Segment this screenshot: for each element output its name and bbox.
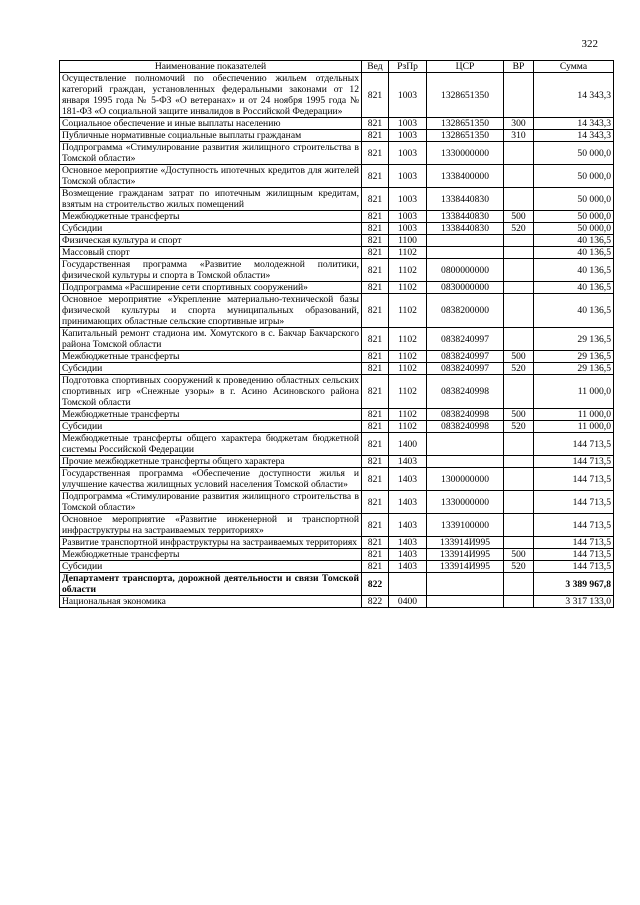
row-rzpr: 1400 [389, 433, 427, 456]
row-name: Основное мероприятие «Укрепление материально-технической базы физической культуры и спорта муниципальных образований, принимающих областные сельские спортивные игры» [60, 294, 362, 328]
table-row [60, 282, 614, 294]
table-row [60, 328, 614, 351]
row-name: Основное мероприятие «Доступность ипотечных кредитов для жителей Томской области» [60, 165, 362, 188]
row-vr [504, 573, 534, 596]
row-sum: 50 000,0 [534, 142, 614, 165]
row-name: Развитие транспортной инфраструктуры на застраиваемых территориях [60, 537, 362, 549]
row-vr [504, 165, 534, 188]
row-rzpr: 1102 [389, 294, 427, 328]
table-row [60, 363, 614, 375]
row-name: Межбюджетные трансферты [60, 409, 362, 421]
page-number: 322 [581, 38, 598, 50]
row-sum: 11 000,0 [534, 375, 614, 409]
row-csr [427, 596, 504, 608]
row-name: Национальная экономика [60, 596, 362, 608]
row-ved: 821 [362, 130, 389, 142]
row-rzpr: 1102 [389, 363, 427, 375]
row-name: Социальное обеспечение и иные выплаты населению [60, 118, 362, 130]
row-csr: 1338440830 [427, 223, 504, 235]
row-name: Подпрограмма «Стимулирование развития жилищного строительства в Томской области» [60, 491, 362, 514]
row-name: Межбюджетные трансферты [60, 351, 362, 363]
row-ved: 821 [362, 351, 389, 363]
row-ved: 821 [362, 375, 389, 409]
row-ved: 821 [362, 73, 389, 118]
row-ved: 822 [362, 596, 389, 608]
row-ved: 821 [362, 142, 389, 165]
row-name: Межбюджетные трансферты общего характера бюджетам бюджетной системы Российской Федерации [60, 433, 362, 456]
row-ved: 821 [362, 491, 389, 514]
row-ved: 821 [362, 421, 389, 433]
table-row [60, 433, 614, 456]
table-row [60, 596, 614, 608]
budget-table [59, 60, 614, 608]
row-ved: 821 [362, 433, 389, 456]
row-sum: 3 389 967,8 [534, 573, 614, 596]
row-name: Субсидии [60, 363, 362, 375]
row-name: Подготовка спортивных сооружений к проведению областных сельских спортивных игр «Снежные узоры» в г. Асино Асиновского района Томской области [60, 375, 362, 409]
header-csr: ЦСР [427, 61, 504, 73]
row-csr: 0838240998 [427, 375, 504, 409]
row-sum: 144 713,5 [534, 468, 614, 491]
row-ved: 821 [362, 328, 389, 351]
row-vr: 500 [504, 409, 534, 421]
row-vr: 500 [504, 549, 534, 561]
row-csr: 1339100000 [427, 514, 504, 537]
row-ved: 821 [362, 561, 389, 573]
row-name: Департамент транспорта, дорожной деятельности и связи Томской области [60, 573, 362, 596]
row-rzpr: 1403 [389, 456, 427, 468]
row-ved: 821 [362, 409, 389, 421]
row-ved: 821 [362, 259, 389, 282]
row-sum: 40 136,5 [534, 282, 614, 294]
header-name: Наименование показателей [60, 61, 362, 73]
row-ved: 822 [362, 573, 389, 596]
table-row [60, 456, 614, 468]
row-name: Подпрограмма «Стимулирование развития жилищного строительства в Томской области» [60, 142, 362, 165]
row-name: Основное мероприятие «Развитие инженерной и транспортной инфраструктуры на застраиваемых территориях» [60, 514, 362, 537]
header-ved: Вед [362, 61, 389, 73]
row-rzpr: 1102 [389, 421, 427, 433]
table-row [60, 259, 614, 282]
row-vr: 520 [504, 363, 534, 375]
row-sum: 144 713,5 [534, 433, 614, 456]
row-csr: 0830000000 [427, 282, 504, 294]
row-csr [427, 573, 504, 596]
row-ved: 821 [362, 235, 389, 247]
row-name: Государственная программа «Обеспечение доступности жилья и улучшение качества жилищных условий населения Томской области» [60, 468, 362, 491]
row-name: Межбюджетные трансферты [60, 549, 362, 561]
row-name: Капитальный ремонт стадиона им. Хомутского в с. Бакчар Бакчарского района Томской области [60, 328, 362, 351]
row-vr: 500 [504, 351, 534, 363]
table-row [60, 573, 614, 596]
row-vr [504, 188, 534, 211]
row-csr: 0800000000 [427, 259, 504, 282]
row-sum: 50 000,0 [534, 188, 614, 211]
row-sum: 11 000,0 [534, 421, 614, 433]
row-name: Физическая культура и спорт [60, 235, 362, 247]
row-rzpr: 1102 [389, 409, 427, 421]
row-sum: 14 343,3 [534, 130, 614, 142]
row-csr: 133914И995 [427, 561, 504, 573]
row-vr [504, 596, 534, 608]
row-name: Осуществление полномочий по обеспечению жильем отдельных категорий граждан, установленных федеральными законами от 12 января 1995 года № 5-ФЗ «О ветеранах» и от 24 ноября 1995 года № 181-ФЗ «О социальной защите инвалидов в Российской Федерации» [60, 73, 362, 118]
row-vr [504, 468, 534, 491]
row-rzpr: 1403 [389, 561, 427, 573]
table-row [60, 421, 614, 433]
row-ved: 821 [362, 211, 389, 223]
row-ved: 821 [362, 514, 389, 537]
table-row [60, 514, 614, 537]
row-vr [504, 537, 534, 549]
row-vr [504, 491, 534, 514]
table-row [60, 375, 614, 409]
row-rzpr: 1102 [389, 375, 427, 409]
row-vr [504, 259, 534, 282]
row-sum: 144 713,5 [534, 537, 614, 549]
row-sum: 40 136,5 [534, 247, 614, 259]
row-name: Прочие межбюджетные трансферты общего характера [60, 456, 362, 468]
row-ved: 821 [362, 549, 389, 561]
row-ved: 821 [362, 363, 389, 375]
table-body [60, 73, 614, 608]
row-rzpr: 1102 [389, 259, 427, 282]
row-csr: 1328651350 [427, 73, 504, 118]
row-csr: 133914И995 [427, 537, 504, 549]
row-sum: 29 136,5 [534, 351, 614, 363]
table-header-row [60, 61, 614, 73]
row-ved: 821 [362, 165, 389, 188]
row-sum: 144 713,5 [534, 491, 614, 514]
row-rzpr: 1003 [389, 130, 427, 142]
row-rzpr: 1003 [389, 211, 427, 223]
row-rzpr: 1003 [389, 188, 427, 211]
row-csr: 1338440830 [427, 211, 504, 223]
row-sum: 29 136,5 [534, 328, 614, 351]
row-vr [504, 328, 534, 351]
row-rzpr: 1003 [389, 118, 427, 130]
row-sum: 40 136,5 [534, 259, 614, 282]
table-row [60, 294, 614, 328]
row-name: Возмещение гражданам затрат по ипотечным жилищным кредитам, взятым на строительство жилых помещений [60, 188, 362, 211]
row-name: Публичные нормативные социальные выплаты гражданам [60, 130, 362, 142]
row-vr [504, 247, 534, 259]
row-sum: 50 000,0 [534, 223, 614, 235]
table-row [60, 130, 614, 142]
row-vr: 300 [504, 118, 534, 130]
row-rzpr: 0400 [389, 596, 427, 608]
table-row [60, 549, 614, 561]
row-name: Субсидии [60, 223, 362, 235]
table-row [60, 537, 614, 549]
row-sum: 144 713,5 [534, 514, 614, 537]
row-vr [504, 142, 534, 165]
row-csr [427, 235, 504, 247]
row-vr: 310 [504, 130, 534, 142]
row-csr [427, 247, 504, 259]
header-sum: Сумма [534, 61, 614, 73]
row-rzpr: 1403 [389, 537, 427, 549]
row-ved: 821 [362, 188, 389, 211]
row-sum: 50 000,0 [534, 165, 614, 188]
row-sum: 3 317 133,0 [534, 596, 614, 608]
row-csr: 133914И995 [427, 549, 504, 561]
row-ved: 821 [362, 247, 389, 259]
row-vr [504, 514, 534, 537]
row-vr [504, 433, 534, 456]
row-sum: 50 000,0 [534, 211, 614, 223]
row-ved: 821 [362, 537, 389, 549]
row-csr: 0838240997 [427, 351, 504, 363]
row-csr [427, 456, 504, 468]
row-sum: 40 136,5 [534, 235, 614, 247]
row-name: Государственная программа «Развитие молодежной политики, физической культуры и спорта в Томской области» [60, 259, 362, 282]
row-vr [504, 73, 534, 118]
row-rzpr: 1003 [389, 223, 427, 235]
row-name: Массовый спорт [60, 247, 362, 259]
row-csr: 1328651350 [427, 118, 504, 130]
row-csr: 1300000000 [427, 468, 504, 491]
row-vr: 520 [504, 421, 534, 433]
table-row [60, 468, 614, 491]
row-sum: 14 343,3 [534, 73, 614, 118]
table-row [60, 211, 614, 223]
table-row [60, 165, 614, 188]
row-sum: 144 713,5 [534, 549, 614, 561]
row-csr: 1328651350 [427, 130, 504, 142]
row-vr: 520 [504, 561, 534, 573]
row-ved: 821 [362, 223, 389, 235]
row-rzpr: 1102 [389, 328, 427, 351]
row-sum: 11 000,0 [534, 409, 614, 421]
row-vr [504, 282, 534, 294]
row-csr: 0838240997 [427, 328, 504, 351]
row-csr: 1338400000 [427, 165, 504, 188]
row-rzpr: 1403 [389, 468, 427, 491]
row-rzpr: 1403 [389, 491, 427, 514]
row-csr [427, 433, 504, 456]
row-rzpr: 1003 [389, 142, 427, 165]
row-ved: 821 [362, 118, 389, 130]
row-sum: 29 136,5 [534, 363, 614, 375]
row-rzpr: 1003 [389, 73, 427, 118]
table-row [60, 247, 614, 259]
table-row [60, 223, 614, 235]
table-row [60, 188, 614, 211]
row-vr [504, 375, 534, 409]
row-csr: 0838240997 [427, 363, 504, 375]
row-csr: 1330000000 [427, 491, 504, 514]
row-vr: 500 [504, 211, 534, 223]
row-sum: 14 343,3 [534, 118, 614, 130]
table-row [60, 73, 614, 118]
row-csr: 0838240998 [427, 421, 504, 433]
header-rzpr: РзПр [389, 61, 427, 73]
row-rzpr: 1102 [389, 247, 427, 259]
row-csr: 1330000000 [427, 142, 504, 165]
row-vr [504, 294, 534, 328]
row-ved: 821 [362, 456, 389, 468]
row-ved: 821 [362, 294, 389, 328]
row-name: Субсидии [60, 421, 362, 433]
row-rzpr: 1102 [389, 282, 427, 294]
table-row [60, 235, 614, 247]
row-rzpr [389, 573, 427, 596]
row-rzpr: 1403 [389, 514, 427, 537]
row-sum: 40 136,5 [534, 294, 614, 328]
row-rzpr: 1100 [389, 235, 427, 247]
row-vr: 520 [504, 223, 534, 235]
row-name: Межбюджетные трансферты [60, 211, 362, 223]
row-ved: 821 [362, 282, 389, 294]
table-row [60, 351, 614, 363]
row-vr [504, 235, 534, 247]
table-row [60, 409, 614, 421]
table-row [60, 118, 614, 130]
row-sum: 144 713,5 [534, 561, 614, 573]
row-rzpr: 1102 [389, 351, 427, 363]
row-name: Субсидии [60, 561, 362, 573]
row-rzpr: 1403 [389, 549, 427, 561]
row-name: Подпрограмма «Расширение сети спортивных сооружений» [60, 282, 362, 294]
row-vr [504, 456, 534, 468]
row-csr: 1338440830 [427, 188, 504, 211]
row-csr: 0838200000 [427, 294, 504, 328]
table-row [60, 491, 614, 514]
header-vr: ВР [504, 61, 534, 73]
row-ved: 821 [362, 468, 389, 491]
table-row [60, 142, 614, 165]
row-rzpr: 1003 [389, 165, 427, 188]
row-csr: 0838240998 [427, 409, 504, 421]
row-sum: 144 713,5 [534, 456, 614, 468]
table-row [60, 561, 614, 573]
